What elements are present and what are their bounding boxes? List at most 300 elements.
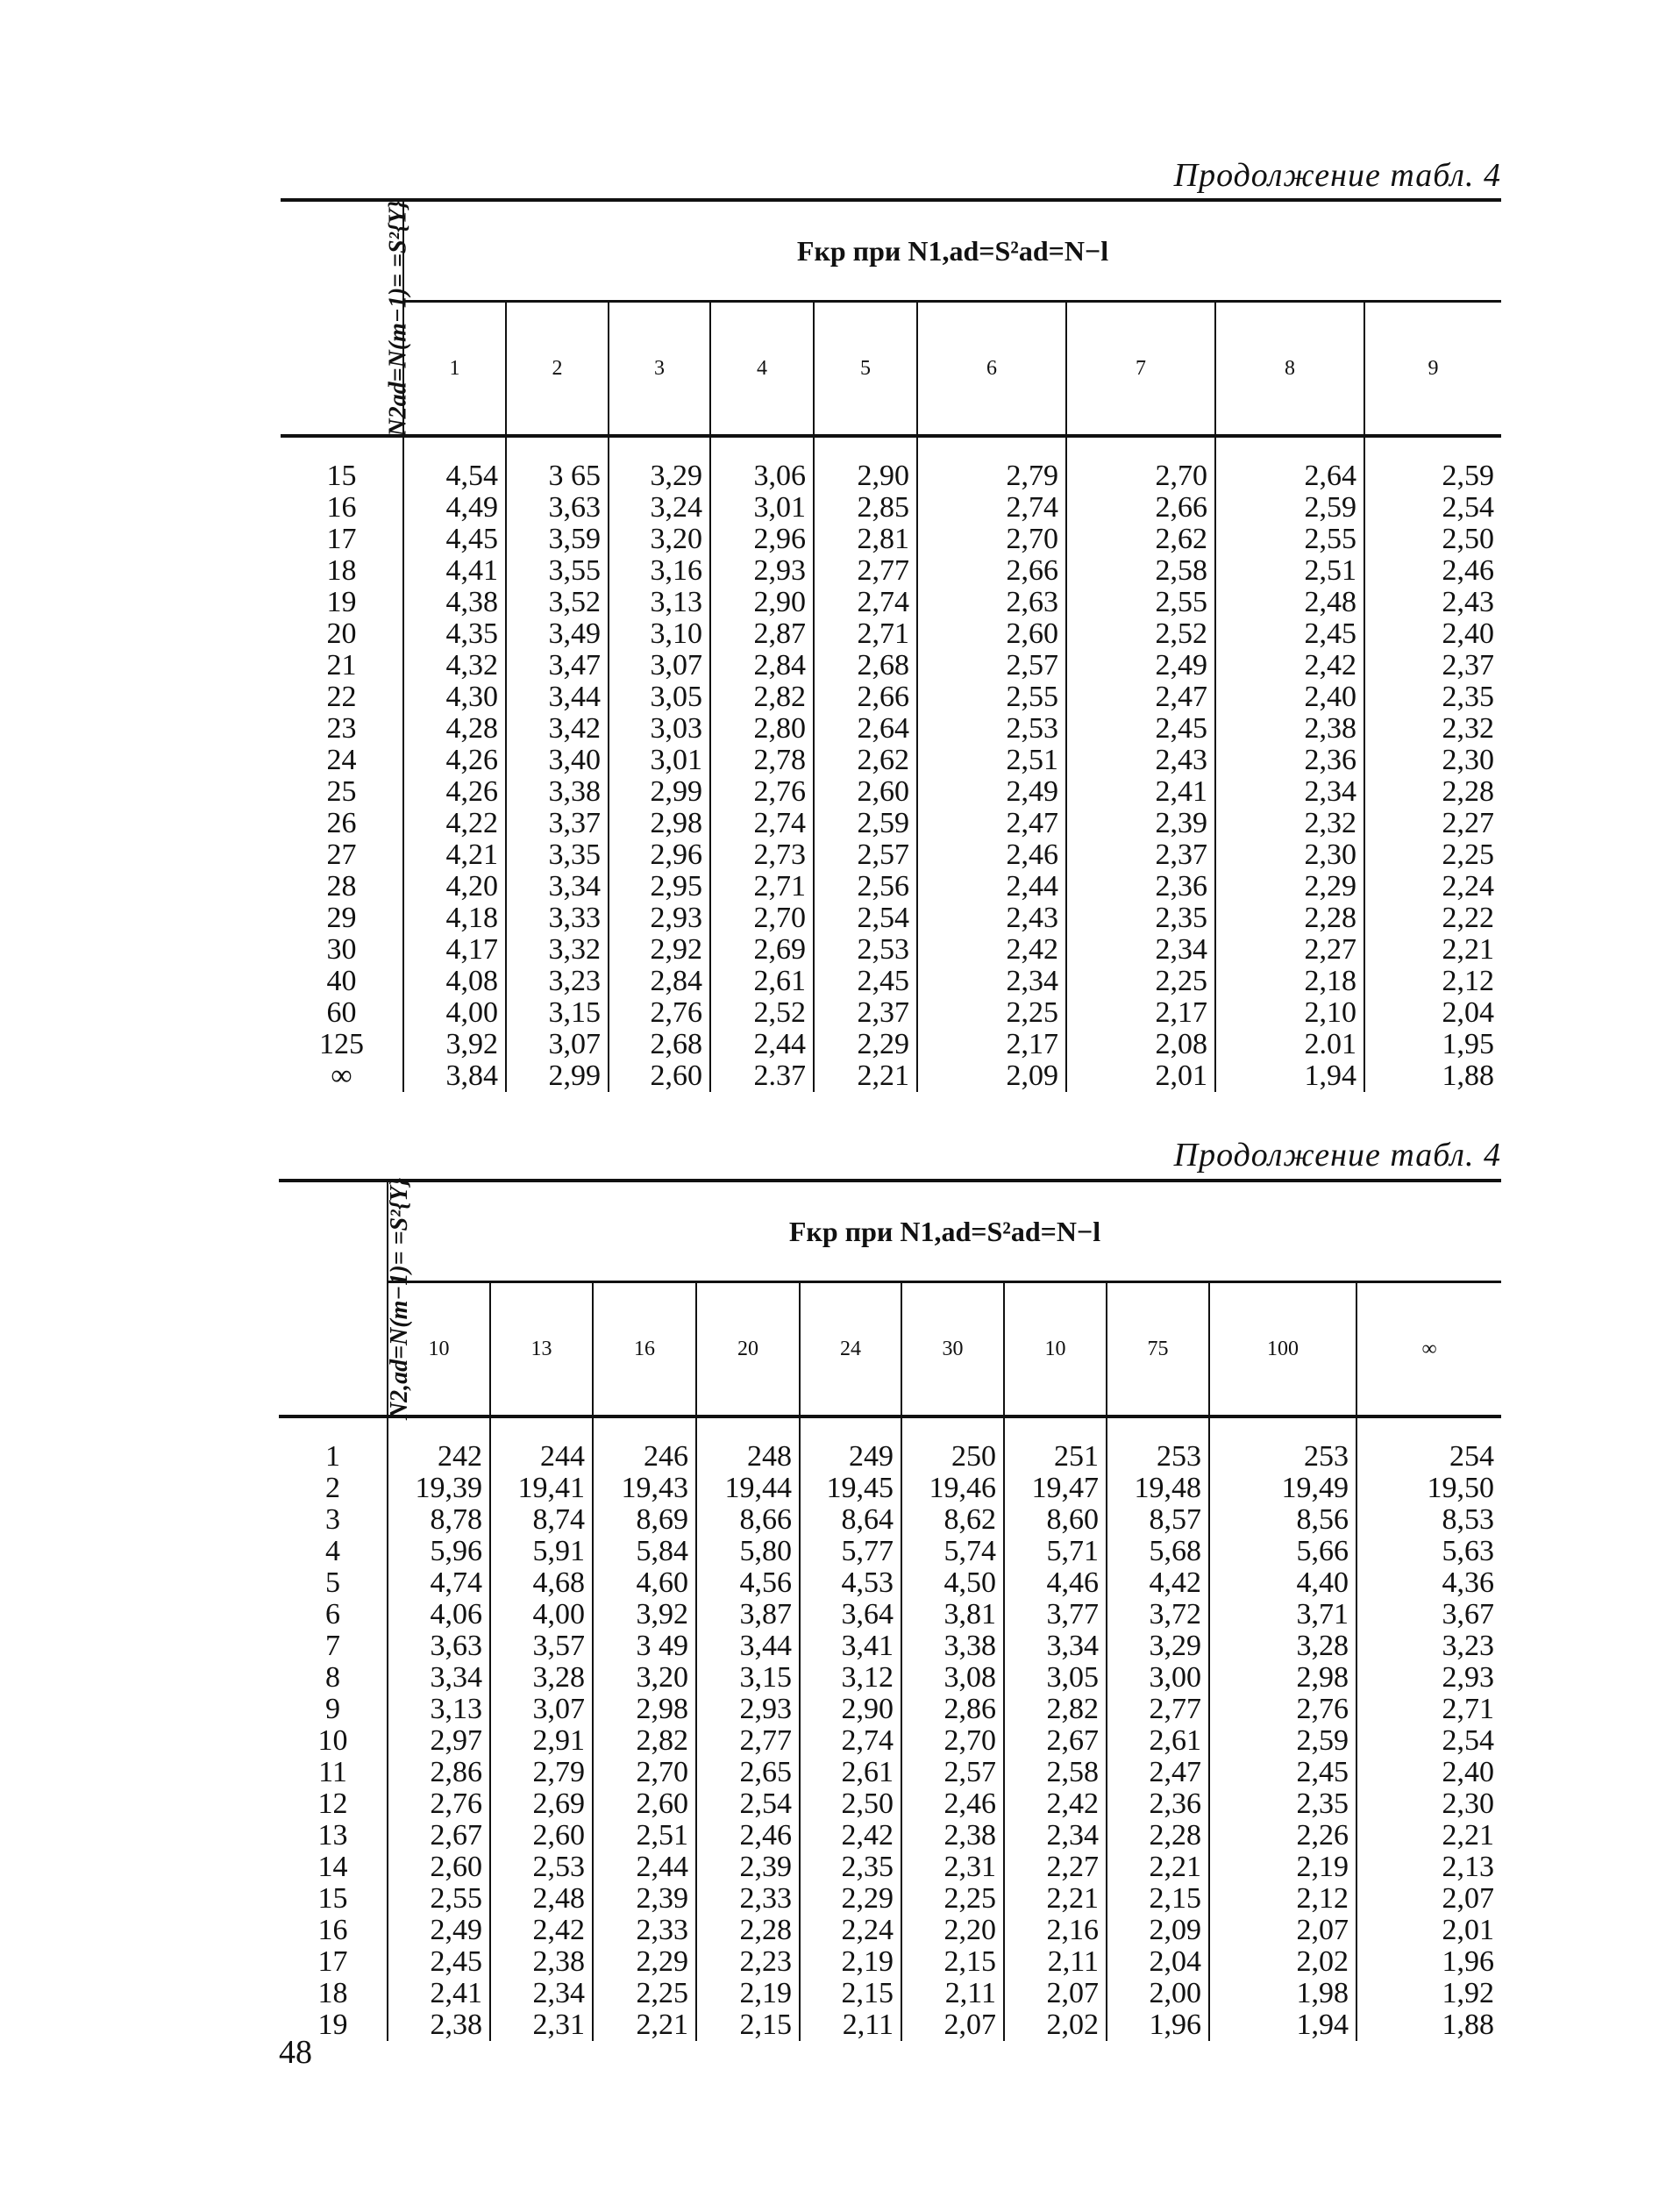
table-cell: 2,64	[1215, 436, 1364, 492]
table-cell: 4,08	[403, 966, 506, 997]
column-header: 13	[490, 1282, 593, 1417]
column-header-row	[281, 302, 1501, 437]
table-cell: 2,25	[901, 1883, 1004, 1915]
table-cell: 2,52	[710, 997, 814, 1029]
table-cell: 4,56	[696, 1567, 800, 1599]
table-cell: 2,55	[917, 681, 1066, 713]
table-cell: 2,59	[1209, 1725, 1356, 1757]
table-cell: 19,46	[901, 1473, 1004, 1504]
table-cell: 2,57	[901, 1757, 1004, 1788]
table-row	[281, 618, 1501, 650]
table-cell: 2,26	[1209, 1820, 1356, 1852]
table-cell: 3,71	[1209, 1599, 1356, 1630]
table-cell: 2,51	[593, 1820, 696, 1852]
table-cell: 2,00	[1107, 1978, 1209, 2009]
table-cell: 2,63	[917, 587, 1066, 618]
table-cell: 3,07	[609, 650, 710, 681]
f-critical-table	[279, 1179, 1501, 2041]
table-cell: 2,28	[1107, 1820, 1209, 1852]
row-label: 10	[317, 1724, 348, 1757]
table-cell: 5,91	[490, 1536, 593, 1567]
table-cell: 3 65	[506, 436, 609, 492]
table-cell: 2,66	[917, 555, 1066, 587]
table-cell: 2,76	[1209, 1694, 1356, 1725]
table-cell: 2,69	[710, 934, 814, 966]
table-cell: 2,21	[1107, 1852, 1209, 1883]
table-cell: 19,48	[1107, 1473, 1209, 1504]
table-cell: 3,13	[388, 1694, 490, 1725]
table-cell: 2,17	[1066, 997, 1215, 1029]
table-cell: 2,28	[1364, 776, 1501, 808]
table-cell: 2,60	[814, 776, 917, 808]
table-cell: 1,98	[1209, 1978, 1356, 2009]
table-cell: 2,07	[1209, 1915, 1356, 1946]
table-cell: 4,68	[490, 1567, 593, 1599]
group-header: Fкр при N1,ad=S²ad=N−l	[403, 200, 1501, 302]
table-cell: 2,78	[710, 745, 814, 776]
table-cell: 253	[1107, 1416, 1209, 1473]
table-cell: 2,59	[1364, 436, 1501, 492]
table-cell: 2,70	[593, 1757, 696, 1788]
table-cell: 2,42	[1004, 1788, 1107, 1820]
table-cell: 1,92	[1356, 1978, 1501, 2009]
table-cell: 19,45	[800, 1473, 901, 1504]
table-row	[281, 1029, 1501, 1060]
table-cell: 2,21	[1356, 1820, 1501, 1852]
column-header: 3	[609, 302, 710, 437]
table-cell: 253	[1209, 1416, 1356, 1473]
table-cell: 5,96	[388, 1536, 490, 1567]
table-cell: 4,30	[403, 681, 506, 713]
table-cell: 2,61	[800, 1757, 901, 1788]
table-cell: 2,96	[710, 524, 814, 555]
table-row	[279, 1788, 1501, 1820]
row-label: 2	[325, 1472, 340, 1504]
table-cell: 2,49	[1066, 650, 1215, 681]
table-cell: 3,15	[696, 1662, 800, 1694]
table-cell: 2,16	[1004, 1915, 1107, 1946]
table-cell: 2,47	[917, 808, 1066, 839]
table-cell: 2,42	[917, 934, 1066, 966]
table-cell: 4,41	[403, 555, 506, 587]
table-cell: 3,32	[506, 934, 609, 966]
table-row	[279, 1504, 1501, 1536]
table-cell: 2,21	[593, 2009, 696, 2041]
table-cell: 2,42	[490, 1915, 593, 1946]
table-cell: 2,15	[696, 2009, 800, 2041]
table-cell: 2,90	[814, 436, 917, 492]
table-cell: 3,01	[710, 492, 814, 524]
table-cell: 2,41	[1066, 776, 1215, 808]
table-cell: 2,25	[1364, 839, 1501, 871]
table-cell: 19,49	[1209, 1473, 1356, 1504]
table-cell: 3,81	[901, 1599, 1004, 1630]
table-cell: 2,53	[490, 1852, 593, 1883]
table-cell: 2,36	[1066, 871, 1215, 903]
table-cell: 2,90	[800, 1694, 901, 1725]
table-cell: 8,60	[1004, 1504, 1107, 1536]
table-cell: 2,68	[609, 1029, 710, 1060]
table-cell: 2,35	[1066, 903, 1215, 934]
table-cell: 3,20	[609, 524, 710, 555]
row-label: 16	[326, 491, 357, 524]
table-cell: 2,29	[1215, 871, 1364, 903]
table-row	[281, 650, 1501, 681]
table-cell: 2,42	[1215, 650, 1364, 681]
table-row	[279, 1630, 1501, 1662]
table-cell: 2,29	[814, 1029, 917, 1060]
table-cell: 3,12	[800, 1662, 901, 1694]
column-header: 10	[1004, 1282, 1107, 1417]
table-cell: 2,34	[917, 966, 1066, 997]
table-cell: 3,44	[506, 681, 609, 713]
table-row	[279, 2009, 1501, 2041]
table-cell: 2,66	[1066, 492, 1215, 524]
page-number: 48	[279, 2034, 312, 2071]
table-cell: 2,79	[490, 1757, 593, 1788]
table-cell: 2,34	[490, 1978, 593, 2009]
table-cell: 2,71	[814, 618, 917, 650]
table-cell: 2,84	[710, 650, 814, 681]
table-cell: 2,58	[1004, 1757, 1107, 1788]
table-cell: 8,74	[490, 1504, 593, 1536]
table-cell: 2,93	[710, 555, 814, 587]
table-cell: 3,10	[609, 618, 710, 650]
table-row	[281, 436, 1501, 492]
column-header: 100	[1209, 1282, 1356, 1417]
table-cell: 2,99	[609, 776, 710, 808]
table-cell: 2,50	[800, 1788, 901, 1820]
table-cell: 2,73	[710, 839, 814, 871]
table-cell: 2,57	[814, 839, 917, 871]
table-row	[279, 1662, 1501, 1694]
table-cell: 2,28	[1215, 903, 1364, 934]
table-cell: 2,15	[1107, 1883, 1209, 1915]
table-cell: 5,66	[1209, 1536, 1356, 1567]
table-row	[279, 1946, 1501, 1978]
table-cell: 2,34	[1004, 1820, 1107, 1852]
table-cell: 3,49	[506, 618, 609, 650]
table-cell: 3,34	[506, 871, 609, 903]
table-cell: 2,32	[1364, 713, 1501, 745]
row-label: 24	[326, 744, 357, 776]
table-cell: 2,21	[1004, 1883, 1107, 1915]
table-cell: 2,34	[1215, 776, 1364, 808]
table-cell: 2,27	[1004, 1852, 1107, 1883]
column-header-row	[279, 1282, 1501, 1417]
table-cell: 2,22	[1364, 903, 1501, 934]
table-cell: 3,57	[490, 1630, 593, 1662]
table-cell: 2,28	[696, 1915, 800, 1946]
table-cell: 2,98	[593, 1694, 696, 1725]
table-cell: 2,93	[696, 1694, 800, 1725]
table-cell: 2,31	[901, 1852, 1004, 1883]
table-cell: 2,46	[1364, 555, 1501, 587]
table-cell: 8,53	[1356, 1504, 1501, 1536]
column-header: 8	[1215, 302, 1364, 437]
table-cell: 2,60	[609, 1060, 710, 1092]
table-cell: 2,97	[388, 1725, 490, 1757]
table-cell: 3,38	[901, 1630, 1004, 1662]
column-header: 7	[1066, 302, 1215, 437]
row-label: 21	[326, 649, 357, 681]
table-cell: 4,17	[403, 934, 506, 966]
table-cell: 2,47	[1066, 681, 1215, 713]
table-cell: 2,70	[917, 524, 1066, 555]
column-header: 16	[593, 1282, 696, 1417]
table-cell: 8,64	[800, 1504, 901, 1536]
table-cell: 4,36	[1356, 1567, 1501, 1599]
table-cell: 2,60	[388, 1852, 490, 1883]
table-cell: 2,45	[1215, 618, 1364, 650]
table-cell: 2,38	[901, 1820, 1004, 1852]
table-cell: 2,45	[814, 966, 917, 997]
table-cell: 2,48	[490, 1883, 593, 1915]
table-cell: 3,87	[696, 1599, 800, 1630]
table-cell: 2,44	[710, 1029, 814, 1060]
table-cell: 250	[901, 1416, 1004, 1473]
row-label: 25	[326, 775, 357, 808]
table-cell: 2,01	[1066, 1060, 1215, 1092]
table-cell: 2,53	[814, 934, 917, 966]
row-label: 11	[318, 1756, 347, 1788]
table-cell: 2,74	[814, 587, 917, 618]
table-cell: 4,45	[403, 524, 506, 555]
table-row	[281, 1060, 1501, 1092]
table-cell: 4,74	[388, 1567, 490, 1599]
table-cell: 5,80	[696, 1536, 800, 1567]
table-cell: 4,60	[593, 1567, 696, 1599]
table-cell: 2,40	[1215, 681, 1364, 713]
table-cell: 19,43	[593, 1473, 696, 1504]
table-cell: 2,70	[1066, 436, 1215, 492]
table-cell: 2,31	[490, 2009, 593, 2041]
table-row	[281, 966, 1501, 997]
table-cell: 2,60	[490, 1820, 593, 1852]
table-row	[279, 1725, 1501, 1757]
table-cell: 2,19	[696, 1978, 800, 2009]
table-cell: 3,28	[490, 1662, 593, 1694]
table-row	[281, 555, 1501, 587]
table-cell: 1,94	[1209, 2009, 1356, 2041]
table-row	[279, 1599, 1501, 1630]
table-cell: 19,47	[1004, 1473, 1107, 1504]
row-label: 8	[325, 1661, 340, 1694]
table-cell: 3,33	[506, 903, 609, 934]
row-label: 23	[326, 712, 357, 745]
table-cell: 251	[1004, 1416, 1107, 1473]
row-label: 20	[326, 617, 357, 650]
table-row	[281, 681, 1501, 713]
table-cell: 2,49	[388, 1915, 490, 1946]
table-cell: 2,36	[1215, 745, 1364, 776]
table-cell: 2,12	[1209, 1883, 1356, 1915]
table-row	[281, 524, 1501, 555]
table-cell: 246	[593, 1416, 696, 1473]
table-cell: 2,96	[609, 839, 710, 871]
column-header: 2	[506, 302, 609, 437]
table-cell: 3,00	[1107, 1662, 1209, 1694]
table-cell: 8,57	[1107, 1504, 1209, 1536]
table-cell: 3,05	[1004, 1662, 1107, 1694]
table-cell: 4,06	[388, 1599, 490, 1630]
table-cell: 2,30	[1364, 745, 1501, 776]
row-label: ∞	[331, 1060, 352, 1092]
table-cell: 2,17	[917, 1029, 1066, 1060]
table-cell: 3,63	[388, 1630, 490, 1662]
table-row	[279, 1694, 1501, 1725]
row-label: 27	[326, 838, 357, 871]
table-cell: 2,07	[901, 2009, 1004, 2041]
table-cell: 5,84	[593, 1536, 696, 1567]
table-cell: 3,24	[609, 492, 710, 524]
table-row	[279, 1567, 1501, 1599]
table-cell: 4,46	[1004, 1567, 1107, 1599]
row-label: 7	[325, 1630, 340, 1662]
row-label: 22	[326, 681, 357, 713]
row-label: 60	[326, 996, 357, 1029]
table-cell: 19,41	[490, 1473, 593, 1504]
table-cell: 4,28	[403, 713, 506, 745]
table-cell: 2,74	[800, 1725, 901, 1757]
table-cell: 3,08	[901, 1662, 1004, 1694]
table-cell: 2,43	[1364, 587, 1501, 618]
table-cell: 2,92	[609, 934, 710, 966]
table-cell: 2,39	[593, 1883, 696, 1915]
row-label: 17	[317, 1945, 348, 1978]
column-header: ∞	[1356, 1282, 1501, 1417]
table-cell: 4,38	[403, 587, 506, 618]
table-cell: 3,63	[506, 492, 609, 524]
table-cell: 2,93	[609, 903, 710, 934]
table-cell: 3,29	[609, 436, 710, 492]
table-cell: 2,50	[1364, 524, 1501, 555]
table-cell: 3,59	[506, 524, 609, 555]
table-cell: 2,70	[901, 1725, 1004, 1757]
table-cell: 4,42	[1107, 1567, 1209, 1599]
table-cell: 2,42	[800, 1820, 901, 1852]
table-cell: 5,71	[1004, 1536, 1107, 1567]
row-label: 9	[325, 1693, 340, 1725]
stub-header: N2,ad=N(m−1)= =S²{Y}	[279, 1181, 388, 1416]
table-cell: 2,54	[814, 903, 917, 934]
table-cell: 2,35	[1209, 1788, 1356, 1820]
table-cell: 2,04	[1107, 1946, 1209, 1978]
table-cell: 4,21	[403, 839, 506, 871]
table-cell: 2,32	[1215, 808, 1364, 839]
table-cell: 2,38	[490, 1946, 593, 1978]
table-cell: 3,37	[506, 808, 609, 839]
table-cell: 2,27	[1215, 934, 1364, 966]
table-cell: 4,22	[403, 808, 506, 839]
column-header: 1	[403, 302, 506, 437]
column-header: 9	[1364, 302, 1501, 437]
table-cell: 2,35	[1364, 681, 1501, 713]
table-cell: 2,95	[609, 871, 710, 903]
column-header: 20	[696, 1282, 800, 1417]
column-header: 24	[800, 1282, 901, 1417]
column-header: 5	[814, 302, 917, 437]
table-cell: 2,54	[1356, 1725, 1501, 1757]
table-cell: 2,51	[917, 745, 1066, 776]
table-cell: 2,99	[506, 1060, 609, 1092]
table-cell: 2,44	[917, 871, 1066, 903]
table-cell: 2,68	[814, 650, 917, 681]
table-cell: 2,43	[917, 903, 1066, 934]
table-cell: 3,16	[609, 555, 710, 587]
table-cell: 3,23	[1356, 1630, 1501, 1662]
table-cell: 3,84	[403, 1060, 506, 1092]
table-body	[281, 436, 1501, 1092]
table-row	[281, 903, 1501, 934]
row-label: 13	[317, 1819, 348, 1852]
table-cell: 2,18	[1215, 966, 1364, 997]
table-cell: 2,71	[1356, 1694, 1501, 1725]
table-cell: 2,91	[490, 1725, 593, 1757]
table-cell: 2,44	[593, 1852, 696, 1883]
table-cell: 2,56	[814, 871, 917, 903]
table-cell: 2,77	[696, 1725, 800, 1757]
table-cell: 19,50	[1356, 1473, 1501, 1504]
table-cell: 2,48	[1215, 587, 1364, 618]
table-cell: 3,03	[609, 713, 710, 745]
row-label: 3	[325, 1503, 340, 1536]
table-cell: 8,66	[696, 1504, 800, 1536]
table-cell: 4,50	[901, 1567, 1004, 1599]
table-cell: 2,01	[1356, 1915, 1501, 1946]
table-cell: 2,27	[1364, 808, 1501, 839]
table-cell: 2,51	[1215, 555, 1364, 587]
table-cell: 2,60	[917, 618, 1066, 650]
table-cell: 19,39	[388, 1473, 490, 1504]
table-cell: 4,40	[1209, 1567, 1356, 1599]
table-cell: 2,77	[1107, 1694, 1209, 1725]
table-cell: 2,12	[1364, 966, 1501, 997]
table-row	[281, 713, 1501, 745]
table-cell: 2,46	[901, 1788, 1004, 1820]
table-cell: 2,33	[696, 1883, 800, 1915]
table-cell: 2,02	[1209, 1946, 1356, 1978]
table-cell: 2,25	[1066, 966, 1215, 997]
table-cell: 2,76	[388, 1788, 490, 1820]
table-cell: 244	[490, 1416, 593, 1473]
table-cell: 5,68	[1107, 1536, 1209, 1567]
table-cell: 2,09	[917, 1060, 1066, 1092]
table-cell: 3,92	[593, 1599, 696, 1630]
table-cell: 2,60	[593, 1788, 696, 1820]
table-cell: 1,95	[1364, 1029, 1501, 1060]
table-cell: 1,94	[1215, 1060, 1364, 1092]
table-cell: 3,64	[800, 1599, 901, 1630]
table-cell: 2,74	[710, 808, 814, 839]
table-cell: 2,35	[800, 1852, 901, 1883]
table-cell: 2,30	[1356, 1788, 1501, 1820]
table-cell: 2,58	[1066, 555, 1215, 587]
f-critical-table	[281, 198, 1501, 1092]
table-cell: 3,34	[1004, 1630, 1107, 1662]
table-cell: 2,65	[696, 1757, 800, 1788]
table-cell: 3,34	[388, 1662, 490, 1694]
table-cell: 2,55	[1215, 524, 1364, 555]
table-cell: 2,46	[696, 1820, 800, 1852]
table-cell: 2,45	[388, 1946, 490, 1978]
table-cell: 2,61	[710, 966, 814, 997]
table-cell: 2,15	[800, 1978, 901, 2009]
row-label: 14	[317, 1851, 348, 1883]
table-cell: 2,61	[1107, 1725, 1209, 1757]
table-cell: 2,39	[1066, 808, 1215, 839]
table-caption: Продолжение табл. 4	[1173, 157, 1501, 194]
